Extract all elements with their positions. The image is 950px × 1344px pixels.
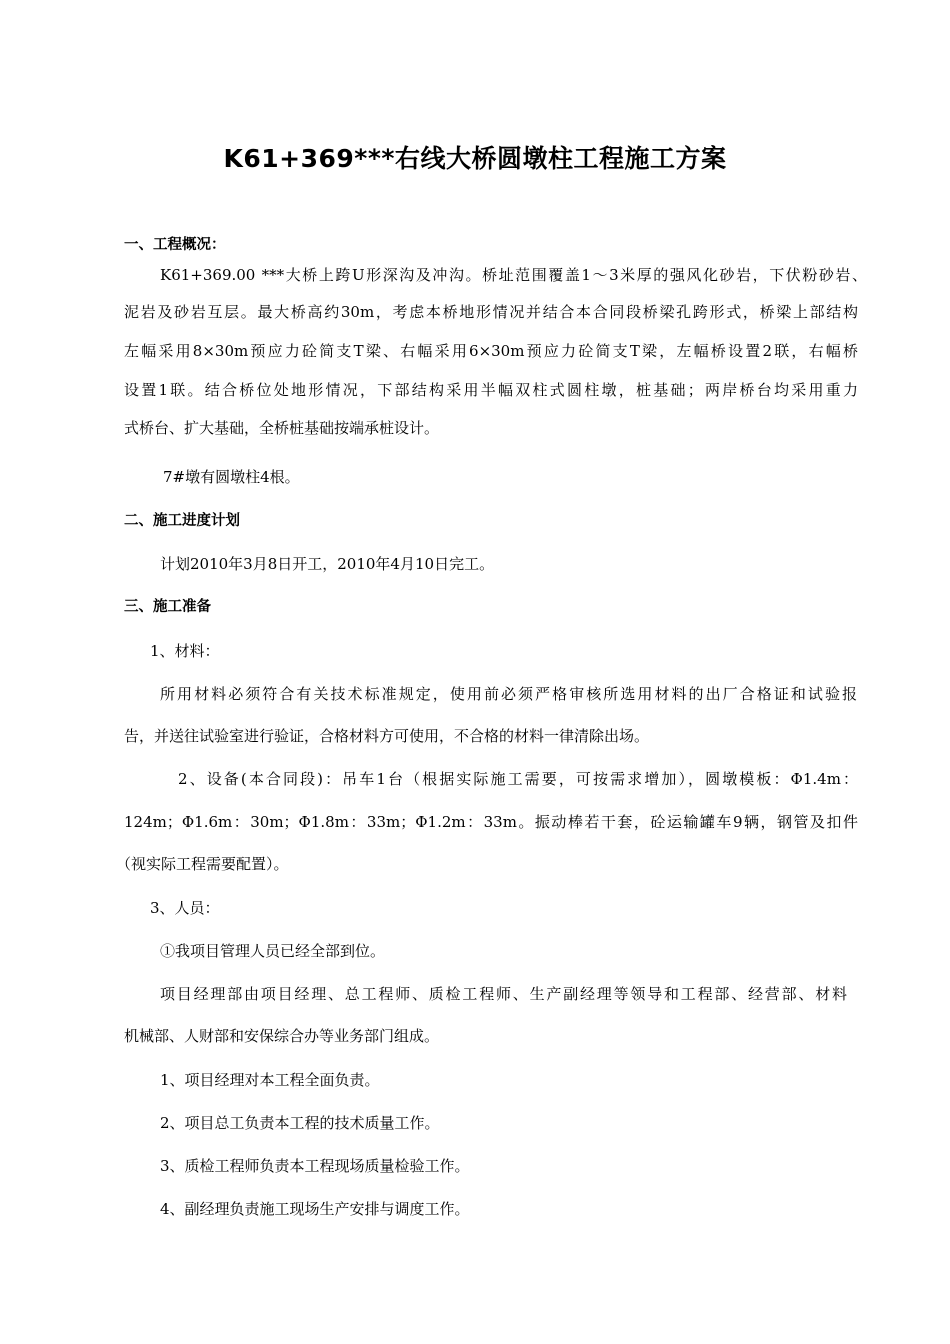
duty-item: 1、项目经理对本工程全面负责。 xyxy=(160,1071,380,1089)
duty-item: 3、质检工程师负责本工程现场质量检验工作。 xyxy=(160,1157,470,1175)
schedule-text: 计划2010年3月8日开工，2010年4月10日完工。 xyxy=(160,555,495,573)
paragraph-line: 项目经理部由项目经理、总工程师、质检工程师、生产副经理等领导和工程部、经营部、材料 xyxy=(160,985,847,1003)
personnel-in-place: ①我项目管理人员已经全部到位。 xyxy=(160,942,386,960)
equipment-line: 2、设备(本合同段)：吊车1台（根据实际施工需要，可按需求增加），圆墩模板：Φ1.4m： xyxy=(178,770,858,788)
paragraph-line: K61+369.00 ***大桥上跨U形深沟及冲沟。桥址范围覆盖1～3米厚的强风化砂岩，下伏粉砂岩、 xyxy=(160,266,867,284)
equipment-line: 124m；Φ1.6m：30m；Φ1.8m：33m；Φ1.2m：33m。振动棒若干套，砼运输罐车9辆，钢管及扣件 xyxy=(124,813,858,831)
paragraph-line: 告，并送往试验室进行验证，合格材料方可使用，不合格的材料一律清除出场。 xyxy=(124,727,650,745)
document-title: K61+369***右线大桥圆墩柱工程施工方案 xyxy=(223,144,727,173)
materials-label: 1、材料： xyxy=(150,642,220,660)
pier-note: 7#墩有圆墩柱4根。 xyxy=(163,468,300,486)
paragraph-line: 所用材料必须符合有关技术标准规定，使用前必须严格审核所选用材料的出厂合格证和试验报 xyxy=(160,685,857,703)
paragraph-line: 泥岩及砂岩互层。最大桥高约30m，考虑本桥地形情况并结合本合同段桥梁孔跨形式，桥梁上部结构 xyxy=(124,303,858,321)
paragraph-line: 式桥台、扩大基础，全桥桩基础按端承桩设计。 xyxy=(124,419,440,437)
paragraph-line: 机械部、人财部和安保综合办等业务部门组成。 xyxy=(124,1027,440,1045)
personnel-label: 3、人员： xyxy=(150,899,220,917)
paragraph-line: 左幅采用8×30m预应力砼简支T梁、右幅采用6×30m预应力砼简支T梁，左幅桥设置2联，右幅桥 xyxy=(124,342,858,360)
duty-item: 2、项目总工负责本工程的技术质量工作。 xyxy=(160,1114,440,1132)
duty-item: 4、副经理负责施工现场生产安排与调度工作。 xyxy=(160,1200,470,1218)
section-heading-schedule: 二、施工进度计划 xyxy=(124,513,240,529)
section-heading-preparation: 三、施工准备 xyxy=(124,599,211,615)
section-heading-overview: 一、工程概况： xyxy=(124,237,226,253)
equipment-line: （视实际工程需要配置）。 xyxy=(116,855,289,873)
paragraph-line: 设置1联。结合桥位处地形情况，下部结构采用半幅双柱式圆柱墩，桩基础；两岸桥台均采用重力 xyxy=(124,381,858,399)
